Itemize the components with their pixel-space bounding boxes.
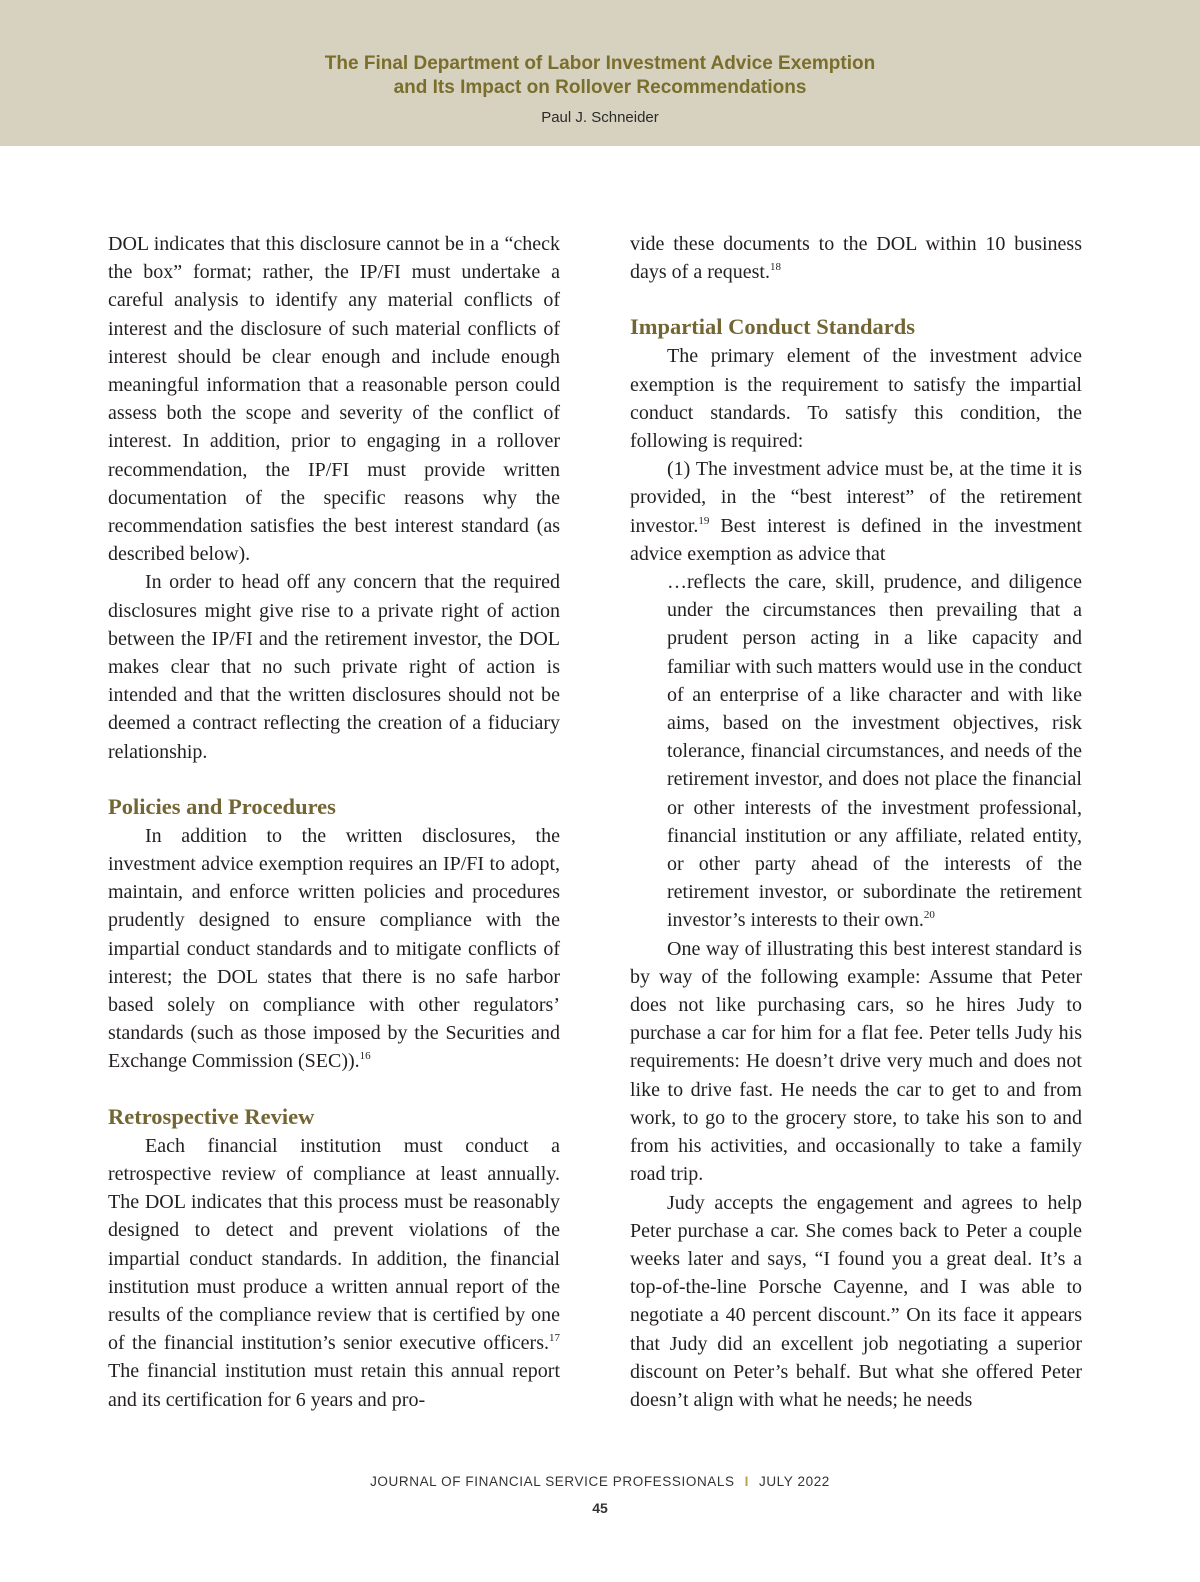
left-column [108,230,560,1414]
paragraph: DOL indicates that this disclosure cannot be in a “check the box” format; rather, the IP/FI must undertake a careful analysis to identify any material conflicts of interest and the disclosure of such material conflicts of interest should be clear enough and include enough meaningful information that a reasonable person could assess both the scope and severity of the conflict of interest. In addition, prior to engaging in a rollover recommendation, the IP/FI must provide written documentation of the specific reasons why the recommendation satisfies the best interest standard (as described below). [108,233,560,566]
section-heading-retrospective: Retrospective Review [108,1103,315,1129]
footnote-ref: 17 [549,1332,560,1345]
paragraph: Judy accepts the engagement and agrees to help Peter purchase a car. She comes back to Peter a couple weeks later and says, “I found you a great deal. It’s a top-of-the-line Porsche Cayenne, and I was able to negotiate a 40 percent discount.” On its face it appears that Judy did an excellent job negotiating a superior discount on Peter’s behalf. But what she offered Peter doesn’t align with what he needs; he needs [630,1191,1082,1411]
right-column [630,230,1082,1414]
paragraph: The primary element of the investment advice exemption is the requirement to satisfy the impartial conduct standards. To satisfy this condition, the following is required: [630,345,1082,453]
footer-journal-line [0,1474,1200,1489]
block-quote: …reflects the care, skill, prudence, and diligence under the circumstances then prevailing that a prudent person acting in a like capacity and familiar with such matters would use in the conduct of an enterprise of a like character and with like aims, based on the investment objectives, risk tolerance, financial circumstances, and needs of the retirement investor, and does not place the financial or other interests of the investment professional, financial institution or any affiliate, related entity, or other party ahead of the interests of the retirement investor, or subordinate the retirement investor’s interests to their own.$^{20}$ [667,571,1082,932]
footnote-ref: 20 [923,909,935,922]
footer-separator: I [744,1474,749,1489]
issue-date: JULY 2022 [758,1474,830,1489]
paragraph: In order to head off any concern that the required disclosures might give rise to a private right of action between the IP/FI and the retirement investor, the DOL makes clear that no such private right of action is intended and that the written disclosures should not be deemed a contract reflecting the creation of a fiduciary relationship. [108,571,560,763]
paragraph: vide these documents to the DOL within 10 business days of a request.$^{18}$ [630,233,1082,284]
article-title-line-1: The Final Department of Labor Investment Advice Exemption [324,53,876,74]
paragraph: (1) The investment advice must be, at the time it is provided, in the “best interest” of the retirement investor.$^{19}$ Best interest is defined in the investment advice exemption as advice that [630,458,1082,565]
footnote-ref: 16 [359,1050,371,1063]
paragraph: In addition to the written disclosures, the investment advice exemption requires an IP/FI to adopt, maintain, and enforce written policies and procedures prudently designed to ensure compliance with the impartial conduct standards and to mitigate conflicts of interest; the DOL states that there is no safe harbor based solely on compliance with other regulators’ standards (such as those imposed by the Securities and Exchange Commission (SEC)).$^{16}$ [108,824,560,1073]
article-title-line-2: and Its Impact on Rollover Recommendations [393,77,807,98]
paragraph: Each financial institution must conduct a retrospective review of compliance at least annually. The DOL indicates that this process must be reasonably designed to detect and prevent violations of the impartial conduct standards. In addition, the financial institution must produce a written annual report of the results of the compliance review that is certified by one of the financial institution’s senior executive officers.$^{17}$ The financial institution must retain this annual report and its certification for 6 years and pro- [108,1134,560,1411]
paragraph: One way of illustrating this best interest standard is by way of the following example: Assume that Peter does not like purchasing cars, so he hires Judy to purchase a car for him for a flat fee. Peter tells Judy his requirements: He doesn’t drive very much and does not like to drive fast. He needs the car to get to and from work, to go to the grocery store, to take his son to and from his activities, and occasionally to take a family road trip. [630,937,1082,1186]
page-number: 45 [592,1500,608,1516]
footnote-ref: 18 [769,261,781,274]
author-name: Paul J. Schneider [541,109,659,126]
section-heading-policies: Policies and Procedures [108,793,336,819]
footnote-ref: 19 [698,514,710,527]
section-heading-impartial: Impartial Conduct Standards [630,314,916,340]
journal-name: JOURNAL OF FINANCIAL SERVICE PROFESSIONALS [370,1474,735,1489]
page-header [0,0,1200,146]
